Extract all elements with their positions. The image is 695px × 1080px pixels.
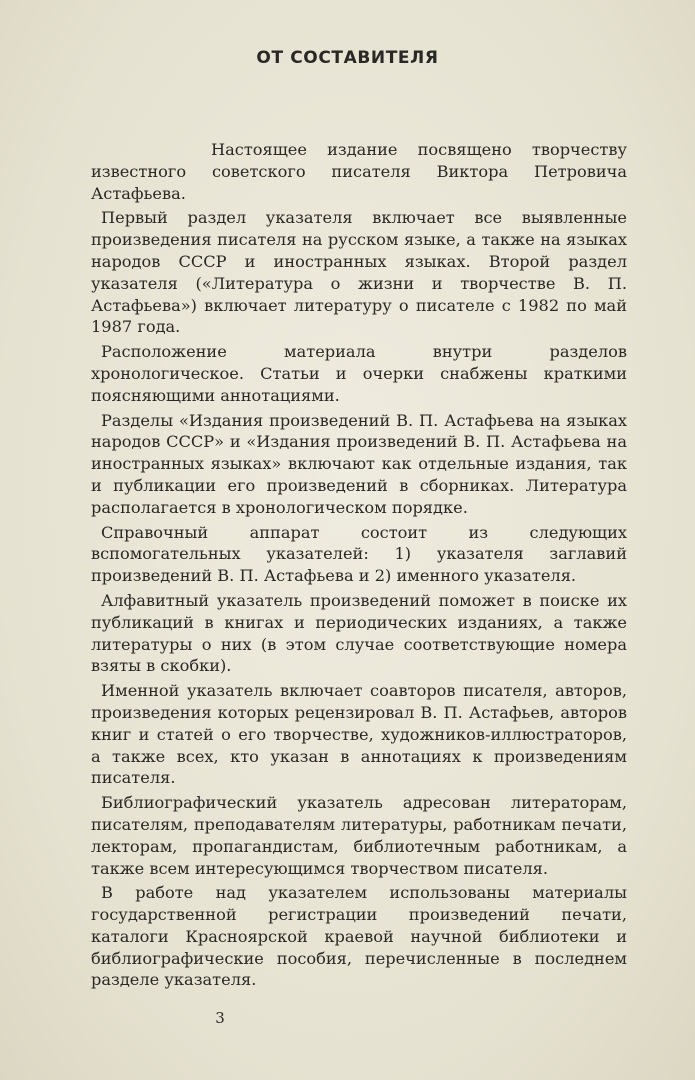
paragraph-7: Именной указатель включает соавторов писателя, авторов, произведения которых рецензировал В. П. Астафьев, авторов книг и статей о его творчестве, художников-иллюстраторов, а также всех, кто указан в аннотациях к произведениям писателя. — [91, 681, 627, 788]
paragraph-6: Алфавитный указатель произведений поможет в поиске их публикаций в книгах и периодических изданиях, а также литературы о них (в этом случае соответствующие номера взяты в скобки). — [91, 590, 627, 676]
paragraph-3: Расположение материала внутри разделов хронологическое. Статьи и очерки снабжены краткими поясняющими аннотациями. — [91, 342, 627, 405]
preface-body — [91, 139, 627, 994]
page-title: ОТ СОСТАВИТЕЛЯ — [256, 48, 439, 68]
paragraph-1: Настоящее издание посвящено творчеству известного советского писателя Виктора Петровича Астафьева. — [91, 140, 627, 203]
paragraph-8: Библиографический указатель адресован литераторам, писателям, преподавателям литературы, работникам печати, лекторам, пропагандистам, библиотечным работникам, а также всем интересующимся творчеством писателя. — [91, 793, 627, 878]
paragraph-4: Разделы «Издания произведений В. П. Астафьева на языках народов СССР» и «Издания произведений В. П. Астафьева на иностранных языках» включают как отдельные издания, так и публикации его произведений в сборниках. Литература располагается в хронологическом порядке. — [91, 410, 627, 517]
paragraph-5: Справочный аппарат состоит из следующих вспомогательных указателей: 1) указателя заглавий произведений В. П. Астафьева и 2) именного указателя. — [91, 522, 627, 586]
paragraph-2: Первый раздел указателя включает все выявленные произведения писателя на русском языке, а также на языках народов СССР и иностранных языках. Второй раздел указателя («Литература о жизни и творчестве В. П. Астафьева») включает литературу о писателе с 1982 по май 1987 года. — [91, 208, 627, 337]
paragraph-9: В работе над указателем использованы материалы государственной регистрации произведений печати, каталоги Красноярской краевой научной библиотеки и библиографические пособия, перечисленные в последнем разделе указателя. — [91, 883, 627, 990]
page-number: 3 — [215, 1009, 225, 1027]
